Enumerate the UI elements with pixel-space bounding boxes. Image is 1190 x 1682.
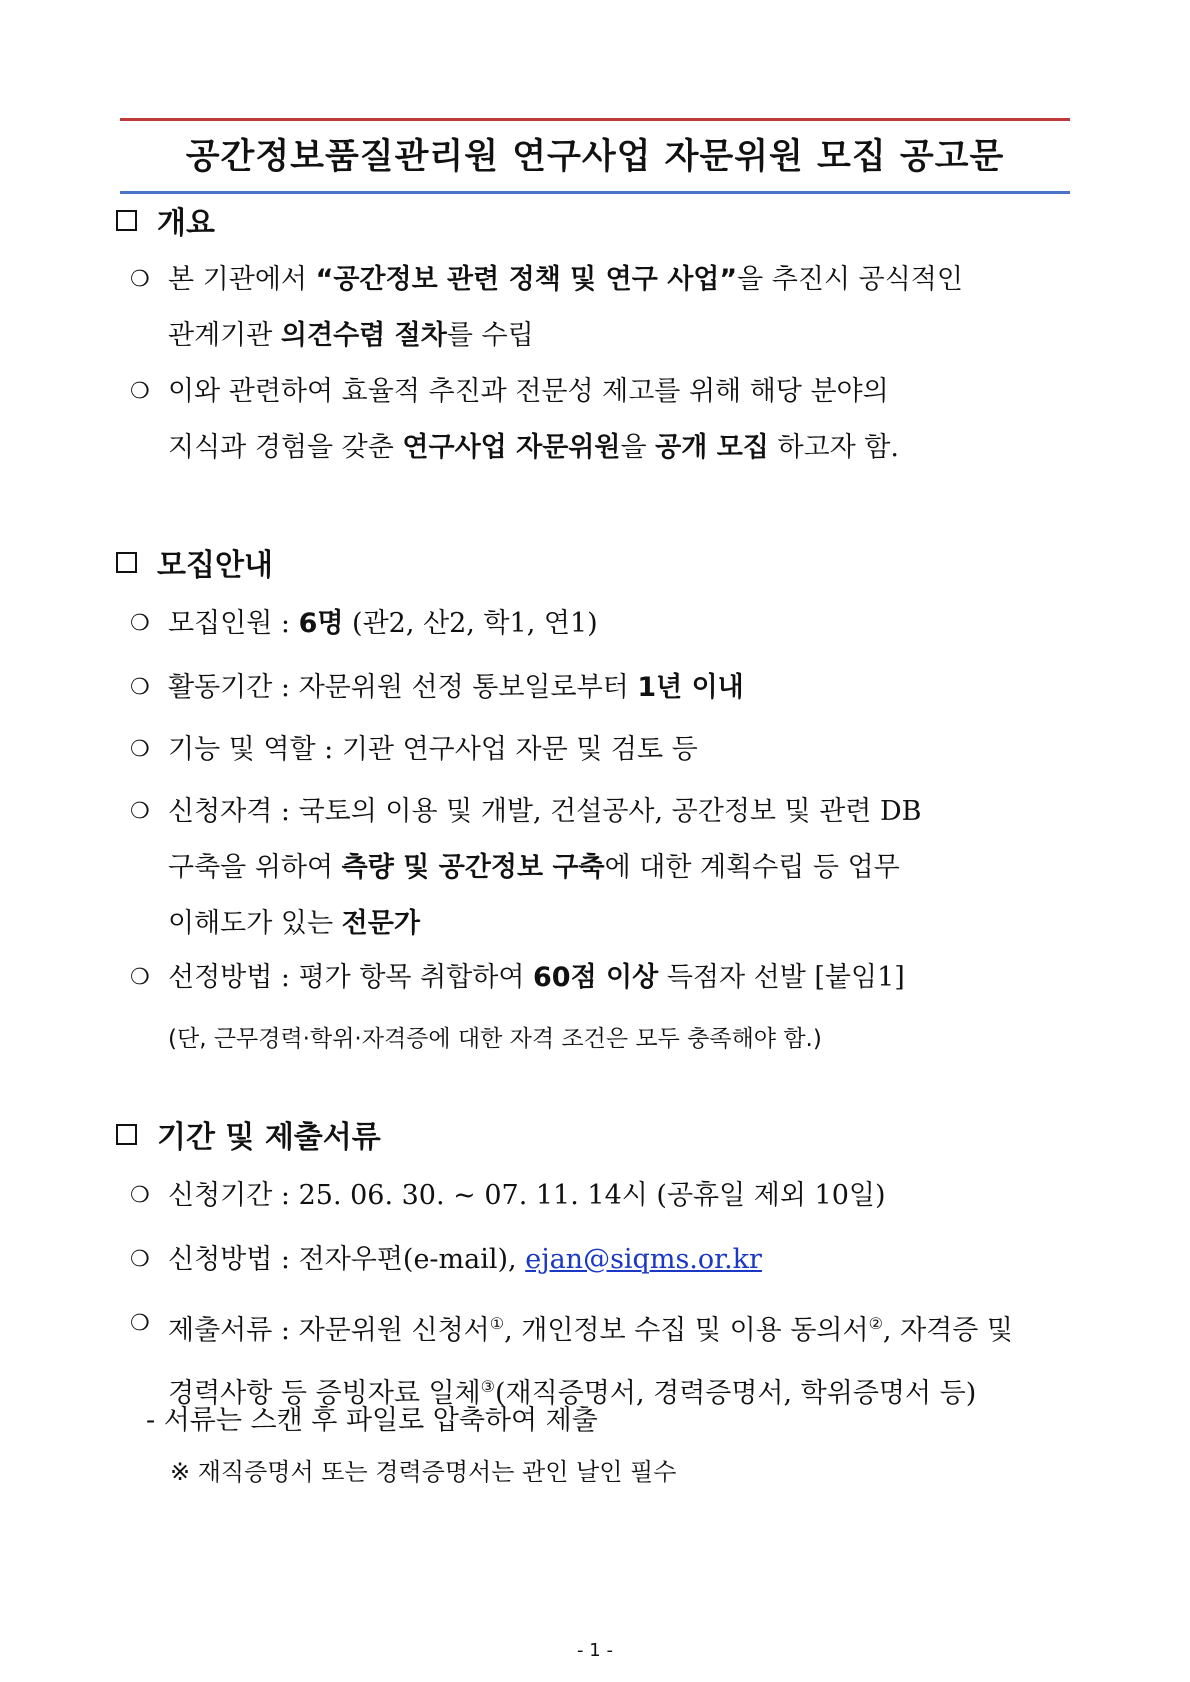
text-run: 하고자 함.	[768, 432, 899, 463]
text-run: 선정방법 : 평가 항목 취합하여	[168, 962, 533, 993]
title-rule-bottom	[120, 191, 1070, 194]
text-run-bold: 60점 이상	[533, 962, 659, 993]
item-text: 기능 및 역할 : 기관 연구사업 자문 및 검토 등	[168, 734, 698, 765]
circle-bullet-icon: ❍	[130, 1247, 150, 1272]
text-run: (관2, 산2, 학1, 연1)	[343, 608, 598, 639]
recruit-item-headcount	[130, 596, 1085, 652]
text-run: , 자격증 및	[882, 1315, 1013, 1346]
text-run: 을	[620, 432, 656, 463]
text-run: 지식과 경험을 갖춘	[168, 432, 403, 463]
text-run-bold: 전문가	[341, 908, 420, 939]
text-run: 을 추진시 공식적인	[737, 264, 963, 295]
period-item-dates	[130, 1168, 1085, 1224]
recruit-item-period	[130, 660, 1085, 716]
checkbox-square-icon	[116, 210, 137, 231]
checkbox-square-icon	[116, 552, 137, 573]
item-text	[168, 364, 1085, 476]
documents-reference-note: ※ 재직증명서 또는 경력증명서는 관인 날인 필수	[170, 1458, 677, 1486]
item-text	[168, 950, 1085, 1006]
footnote-mark: ②	[868, 1314, 883, 1333]
circle-bullet-icon: ❍	[130, 267, 150, 292]
text-run: 구축을 위하여	[168, 852, 342, 883]
text-run: 신청자격 : 국토의 이용 및 개발, 건설공사, 공간정보 및 관련 DB	[168, 796, 922, 827]
circle-bullet-icon: ❍	[130, 379, 150, 404]
circle-bullet-icon: ❍	[130, 799, 150, 824]
item-text: 신청기간 : 25. 06. 30. ~ 07. 11. 14시 (공휴일 제외 10일)	[168, 1180, 886, 1211]
circle-bullet-icon: ❍	[130, 611, 150, 636]
circle-bullet-icon: ❍	[130, 737, 150, 762]
text-run: 득점자 선발 [붙임1]	[658, 962, 905, 993]
page-title: 공간정보품질관리원 연구사업 자문위원 모집 공고문	[185, 137, 1005, 177]
period-item-method	[130, 1232, 1085, 1288]
overview-item-2	[130, 364, 1085, 476]
item-text	[168, 660, 1085, 716]
circle-bullet-icon: ❍	[130, 1183, 150, 1208]
overview-item-1	[130, 252, 1085, 364]
text-run: 이와 관련하여 효율적 추진과 전문성 제고를 위해 해당 분야의	[168, 376, 889, 407]
text-run: 활동기간 : 자문위원 선정 통보일로부터	[168, 672, 638, 703]
checkbox-square-icon	[116, 1124, 137, 1145]
footnote-mark: ①	[489, 1314, 505, 1333]
documents-dash-note: - 서류는 스캔 후 파일로 압축하여 제출	[146, 1405, 598, 1436]
section-heading-label: 기간 및 제출서류	[157, 1120, 381, 1155]
title-block	[120, 118, 1070, 194]
text-run: 제출서류 : 자문위원 신청서	[168, 1315, 490, 1346]
circle-bullet-icon: ❍	[130, 965, 150, 990]
item-text	[168, 784, 1085, 952]
section-heading-label: 모집안내	[157, 548, 273, 583]
text-run-bold: 공개 모집	[655, 432, 769, 463]
text-run: 경력사항 등 증빙자료 일체	[168, 1378, 481, 1409]
item-text	[168, 596, 1085, 652]
text-run: 이해도가 있는	[168, 908, 342, 939]
selection-note: (단, 근무경력·학위·자격증에 대한 자격 조건은 모두 충족해야 함.)	[168, 1026, 822, 1052]
item-text	[168, 1232, 1085, 1288]
text-run-bold: 6명	[298, 608, 344, 639]
section-heading-period	[116, 1112, 381, 1156]
text-run: , 개인정보 수집 및 이용 동의서	[504, 1315, 869, 1346]
footnote-mark: ③	[480, 1377, 495, 1396]
text-run: 신청방법 : 전자우편(e-mail),	[168, 1244, 526, 1275]
email-link[interactable]: ejan@siqms.or.kr	[525, 1244, 762, 1275]
item-text	[168, 252, 1085, 364]
section-heading-recruit	[116, 540, 273, 584]
section-heading-label: 개요	[157, 206, 215, 241]
recruit-item-selection	[130, 950, 1085, 1006]
circle-bullet-icon: ❍	[130, 1311, 150, 1336]
text-run-bold: 연구사업 자문위원	[402, 432, 621, 463]
text-run: 모집인원 :	[168, 608, 299, 639]
text-run-bold: 의견수렴 절차	[280, 320, 447, 351]
text-run-bold: 1년 이내	[637, 672, 744, 703]
text-run: (재직증명서, 경력증명서, 학위증명서 등)	[495, 1378, 977, 1409]
text-run: 를 수립	[446, 320, 534, 351]
text-run-bold: “공간정보 관련 정책 및 연구 사업”	[315, 264, 738, 295]
recruit-item-qualification	[130, 784, 1085, 952]
text-run: 에 대한 계획수립 등 업무	[604, 852, 900, 883]
text-run: 본 기관에서	[168, 264, 316, 295]
text-run: 관계기관	[168, 320, 281, 351]
section-heading-overview	[116, 198, 215, 242]
text-run-bold: 측량 및 공간정보 구축	[341, 852, 605, 883]
page-number: - 1 -	[577, 1640, 613, 1661]
circle-bullet-icon: ❍	[130, 675, 150, 700]
recruit-item-role	[130, 722, 1085, 778]
